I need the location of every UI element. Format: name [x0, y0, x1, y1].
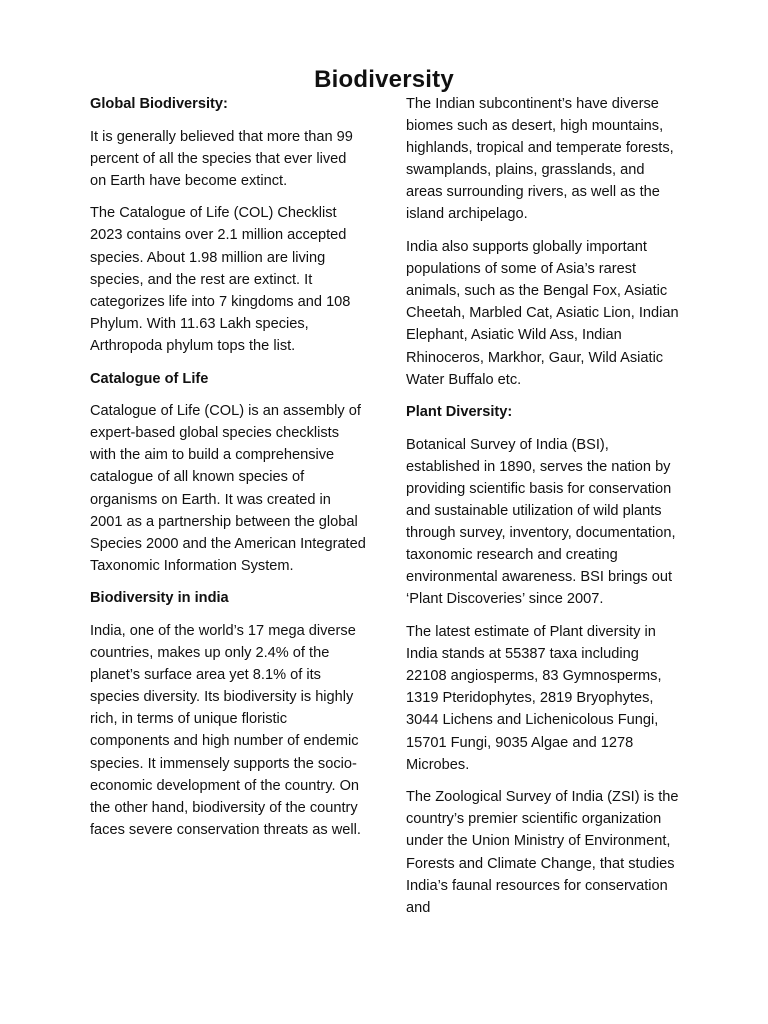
right-column [406, 93, 682, 929]
left-column [90, 93, 366, 851]
paragraph-plant-estimate: The latest estimate of Plant diversity in India stands at 55387 taxa including 22108 angiosperms, 83 Gymnosperms, 1319 Pteridophytes, 2819 Bryophytes, 3044 Lichens and Lichenicolous Fungi, 15701 Fungi, 9035 Algae and 1278 Microbes. [406, 624, 662, 773]
paragraph-rare-animals: India also supports globally important populations of some of Asia’s rarest animals, such as the Bengal Fox, Asiatic Cheetah, Marbled Cat, Asiatic Lion, Indian Elephant, Asiatic Wild Ass, Indian Rhinoceros, Markhor, Gaur, Wild Asiatic Water Buffalo etc. [406, 239, 679, 388]
section-heading-plant-diversity: Plant Diversity: [406, 404, 513, 421]
paragraph-catalogue-of-life: Catalogue of Life (COL) is an assembly of expert-based global species checklists with the aim to build a comprehensive catalogue of all known species of organisms on Earth. It was created in 2001 as a partnership between the global Species 2000 and the American Integrated Taxonomic Information System. [90, 403, 366, 574]
section-heading-catalogue-of-life: Catalogue of Life [90, 370, 209, 387]
paragraph-botanical-survey: Botanical Survey of India (BSI), established in 1890, serves the nation by providing scientific basis for conservation and sustainable utilization of wild plants through survey, inventory, documentation, taxonomic research and creating environmental awareness. BSI brings out ‘Plant Discoveries’ since 2007. [406, 436, 676, 608]
section-heading-biodiversity-in-india: Biodiversity in india [90, 590, 229, 607]
paragraph-indian-biomes: The Indian subcontinent’s have diverse biomes such as desert, high mountains, highlands, tropical and temperate forests, swamplands, plains, grasslands, and areas surrounding rivers, as well as the island archipelago. [406, 96, 674, 223]
paragraph-zoological-survey: The Zoological Survey of India (ZSI) is the country’s premier scientific organization under the Union Ministry of Environment, Forests and Climate Change, that studies India’s faunal resources for conservation and [406, 789, 679, 916]
paragraph-extinct-species: It is generally believed that more than 99 percent of all the species that ever lived on Earth have become extinct. [90, 128, 353, 189]
paragraph-col-checklist: The Catalogue of Life (COL) Checklist 2023 contains over 2.1 million accepted species. About 1.98 million are living species, and the rest are extinct. It categorizes life into 7 kingdoms and 108 Phylum. With 11.63 Lakh species, Arthropoda phylum tops the list. [90, 205, 351, 354]
document-title: Biodiversity [314, 66, 454, 94]
section-heading-global-biodiversity: Global Biodiversity: [90, 96, 228, 112]
paragraph-india-mega-diverse: India, one of the world’s 17 mega diverse countries, makes up only 2.4% of the planet’s surface area yet 8.1% of its species diversity. Its biodiversity is highly rich, in terms of unique floristic components and high number of endemic species. It immensely supports the socio-economic development of the country. On the other hand, biodiversity of the country faces severe conservation threats as well. [90, 622, 361, 838]
